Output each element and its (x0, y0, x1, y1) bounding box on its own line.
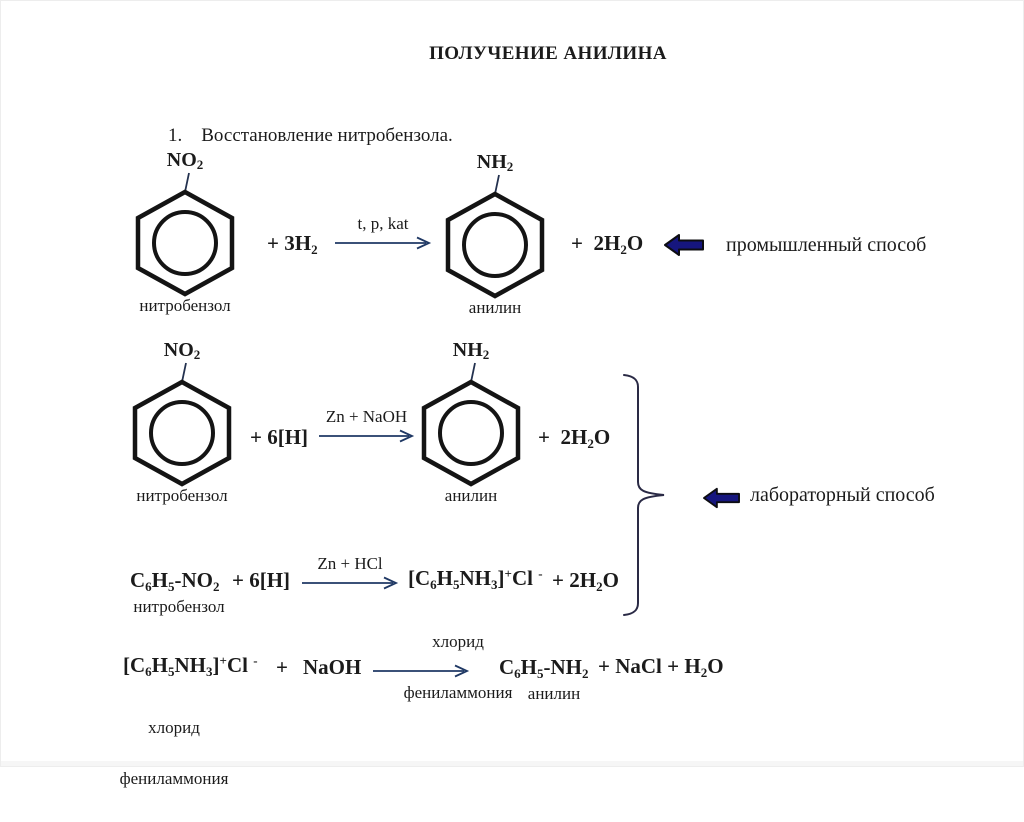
laboratory-method-label: лабораторный способ (750, 484, 935, 506)
laboratory-method-arrow-icon (700, 486, 743, 510)
reaction2-aniline-structure (421, 339, 521, 505)
reaction3-reactant-formula: $C_6H_5-NO_2$ (130, 568, 220, 594)
reaction2-water-term: + $2H_2O$ (538, 425, 611, 451)
grouping-brace (621, 373, 667, 617)
reaction-arrow-icon (334, 236, 432, 250)
reaction4-plus-sign: + (276, 655, 288, 679)
reaction4-product-formula: $C_6H_5-NH_2$ (499, 655, 589, 681)
reaction1-hydrogen-term: + $3H_2$ (267, 231, 318, 257)
industrial-method-label: промышленный способ (726, 234, 927, 256)
reaction1-nitrobenzene-structure (135, 149, 235, 315)
reaction4-reactant-name (116, 685, 232, 821)
benzene-ring-icon (445, 173, 545, 297)
slide-edge (1, 761, 1023, 766)
reaction2-conditions: Zn + NaOH (325, 407, 408, 426)
reaction3-reactant-name: нитробензол (133, 597, 225, 616)
no2-substituent-label: $NO_2$ (163, 339, 201, 362)
reaction3-arrow-group (301, 554, 399, 595)
reaction-arrow-icon (318, 429, 415, 443)
page-title: ПОЛУЧЕНИЕ АНИЛИНА (429, 43, 667, 64)
chloride-name-line2: фениламмония (119, 769, 229, 788)
section-heading-text: Восстановление нитробензола. (201, 125, 453, 146)
industrial-method-arrow-icon (663, 232, 705, 258)
reaction1-conditions: t, p, kat (357, 214, 409, 233)
aniline-name: анилин (468, 298, 522, 317)
benzene-ring-icon (135, 171, 235, 295)
reaction1-arrow-group (334, 214, 432, 255)
reaction4-byproducts: + NaCl + $H_2O$ (598, 654, 724, 680)
reaction3-product-formula: $[C_6H_5NH_3]^+Cl$ - (408, 566, 543, 592)
chloride-name-line2: фениламмония (403, 683, 513, 702)
reaction3-reductant-term: + 6[H] (232, 568, 291, 592)
reaction-arrow-icon (301, 576, 399, 590)
reaction2-arrow-group (318, 407, 415, 448)
reaction4-product-name: анилин (527, 684, 581, 703)
no2-substituent-label: $NO_2$ (166, 149, 204, 172)
reaction1-aniline-structure (445, 151, 545, 317)
reaction1-water-term: + $2H_2O$ (571, 231, 644, 257)
reaction2-reductant-term: + 6[H] (250, 425, 309, 449)
chloride-name-line1: хлорид (432, 632, 484, 651)
nitrobenzene-name: нитробензол (139, 296, 231, 315)
benzene-ring-icon (421, 361, 521, 485)
reaction4-reagent: NaOH (303, 655, 362, 679)
nh2-substituent-label: $NH_2$ (452, 339, 490, 362)
reaction-arrow-icon (372, 664, 470, 678)
reaction2-nitrobenzene-structure (132, 339, 232, 505)
chloride-name-line1: хлорид (148, 718, 200, 737)
benzene-ring-icon (132, 361, 232, 485)
reaction4-reactant-formula: $[C_6H_5NH_3]^+Cl$ - (123, 653, 258, 679)
nh2-substituent-label: $NH_2$ (476, 151, 514, 174)
nitrobenzene-name: нитробензол (136, 486, 228, 505)
aniline-name: анилин (444, 486, 498, 505)
section-number: 1. (168, 125, 183, 146)
reaction3-conditions: Zn + HCl (317, 554, 383, 573)
reaction4-arrow-group (372, 664, 470, 683)
reaction3-water-term: + $2H_2O$ (552, 568, 619, 594)
